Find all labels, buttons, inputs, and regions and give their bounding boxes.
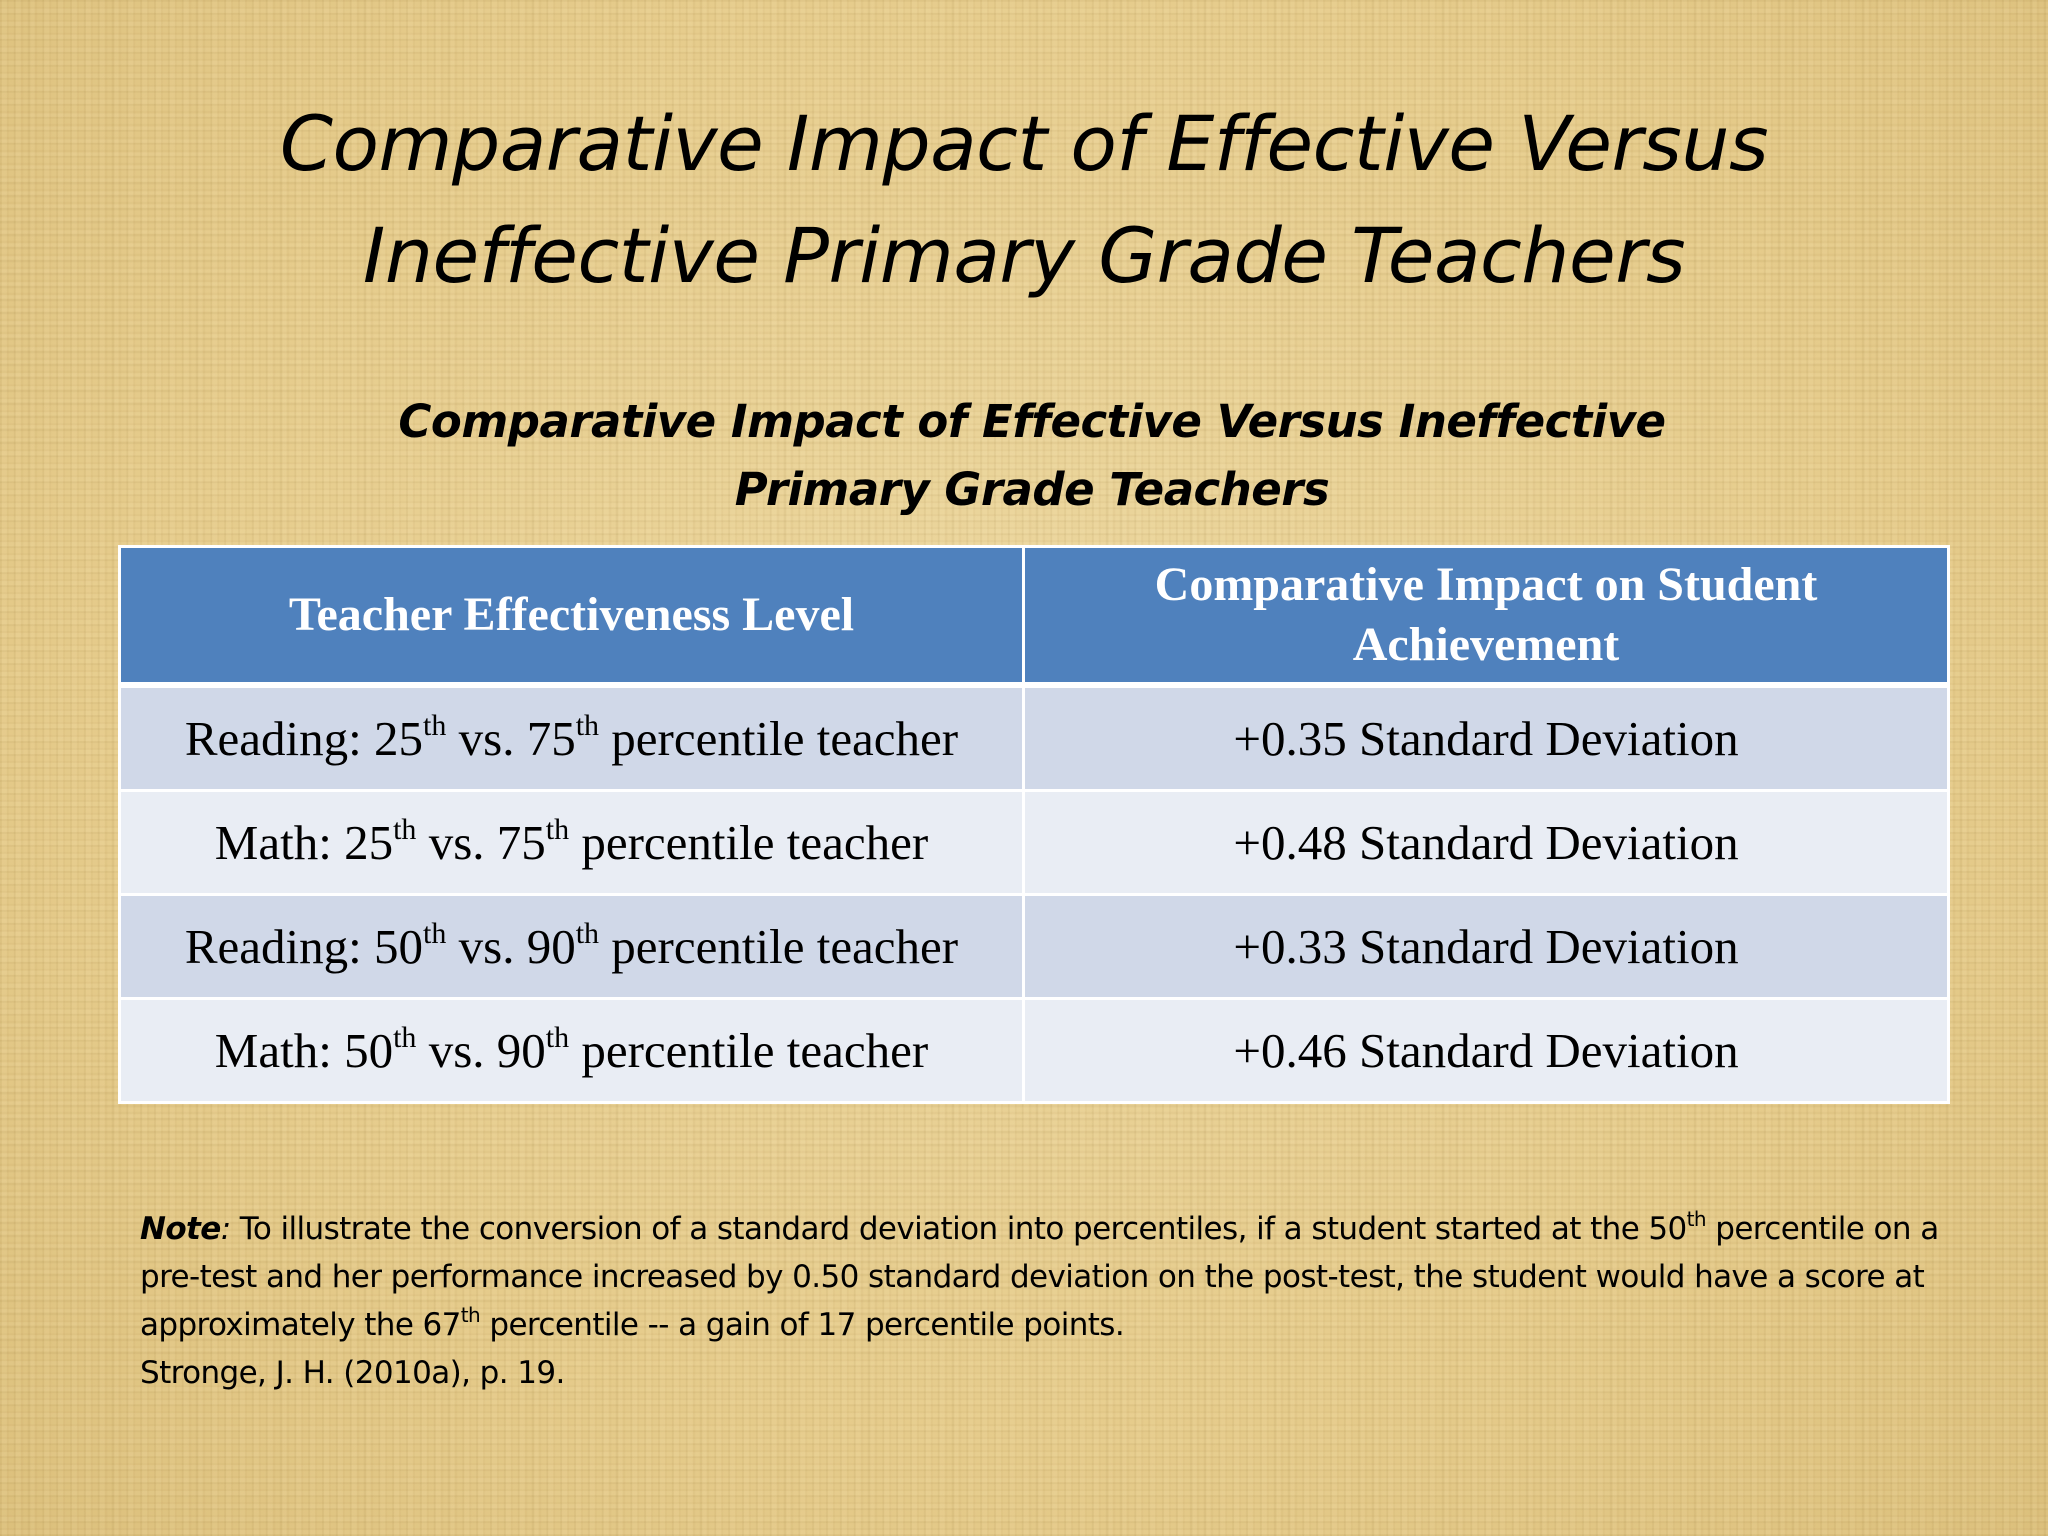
low-percentile: 50 bbox=[344, 1023, 394, 1078]
slide-title bbox=[0, 88, 2048, 312]
low-percentile: 50 bbox=[374, 919, 424, 974]
high-percentile: 90 bbox=[526, 919, 576, 974]
effectiveness-level-cell bbox=[120, 999, 1024, 1103]
note-label: Note bbox=[140, 1211, 221, 1247]
impact-cell: +0.48 Standard Deviation bbox=[1024, 791, 1949, 895]
impact-cell: +0.35 Standard Deviation bbox=[1024, 685, 1949, 791]
table-header-row bbox=[120, 547, 1949, 686]
ordinal-suffix: th bbox=[575, 709, 600, 742]
footnote bbox=[140, 1205, 1940, 1397]
effectiveness-level-cell bbox=[120, 685, 1024, 791]
vs-label: vs. bbox=[428, 815, 485, 870]
table-row bbox=[120, 685, 1949, 791]
comparison-table bbox=[118, 545, 1950, 1104]
ordinal-suffix: th bbox=[423, 917, 447, 950]
high-percentile: 90 bbox=[496, 1023, 546, 1078]
percentile-teacher-label: percentile teacher bbox=[581, 815, 929, 870]
header-effectiveness-level: Teacher Effectiveness Level bbox=[120, 547, 1024, 686]
ordinal-suffix: th bbox=[393, 813, 417, 846]
impact-cell: +0.46 Standard Deviation bbox=[1024, 999, 1949, 1103]
subject-label: Math: bbox=[214, 1023, 332, 1078]
note-text: percentile -- a gain of 17 percentile points. bbox=[480, 1307, 1125, 1343]
subject-label: Reading: bbox=[184, 919, 362, 974]
header-comparative-impact: Comparative Impact on Student Achievement bbox=[1024, 547, 1949, 686]
ordinal-suffix: th bbox=[460, 1303, 481, 1327]
note-text: To illustrate the conversion of a standard deviation into percentiles, if a student started at the 50 bbox=[230, 1211, 1687, 1247]
ordinal-suffix: th bbox=[1686, 1207, 1706, 1231]
ordinal-suffix: th bbox=[393, 1021, 417, 1054]
low-percentile: 25 bbox=[374, 711, 424, 766]
ordinal-suffix: th bbox=[545, 1021, 570, 1054]
high-percentile: 75 bbox=[496, 815, 546, 870]
table-caption-line-1: Comparative Impact of Effective Versus Ineffective bbox=[398, 395, 1666, 448]
percentile-teacher-label: percentile teacher bbox=[611, 711, 959, 766]
vs-label: vs. bbox=[458, 919, 515, 974]
percentile-teacher-label: percentile teacher bbox=[581, 1023, 929, 1078]
table-caption-line-2: Primary Grade Teachers bbox=[734, 463, 1330, 516]
ordinal-suffix: th bbox=[545, 813, 570, 846]
table-row bbox=[120, 895, 1949, 999]
low-percentile: 25 bbox=[344, 815, 394, 870]
ordinal-suffix: th bbox=[423, 709, 447, 742]
table-row bbox=[120, 791, 1949, 895]
citation: Stronge, J. H. (2010a), p. 19. bbox=[140, 1355, 565, 1391]
note-colon: : bbox=[220, 1211, 231, 1247]
percentile-teacher-label: percentile teacher bbox=[611, 919, 959, 974]
ordinal-suffix: th bbox=[575, 917, 600, 950]
vs-label: vs. bbox=[428, 1023, 485, 1078]
effectiveness-level-cell bbox=[120, 895, 1024, 999]
table-row bbox=[120, 999, 1949, 1103]
impact-cell: +0.33 Standard Deviation bbox=[1024, 895, 1949, 999]
table-caption bbox=[0, 388, 2048, 524]
vs-label: vs. bbox=[458, 711, 515, 766]
slide-title-line-2: Ineffective Primary Grade Teachers bbox=[362, 211, 1686, 300]
high-percentile: 75 bbox=[526, 711, 576, 766]
subject-label: Reading: bbox=[184, 711, 362, 766]
note-text: percentile on a pre-test and her performance increased by 0.50 standard deviation on the post-test, the student would have a score at approximately the 67 bbox=[140, 1211, 1939, 1343]
effectiveness-level-cell bbox=[120, 791, 1024, 895]
slide-title-line-1: Comparative Impact of Effective Versus bbox=[279, 99, 1769, 188]
subject-label: Math: bbox=[214, 815, 332, 870]
